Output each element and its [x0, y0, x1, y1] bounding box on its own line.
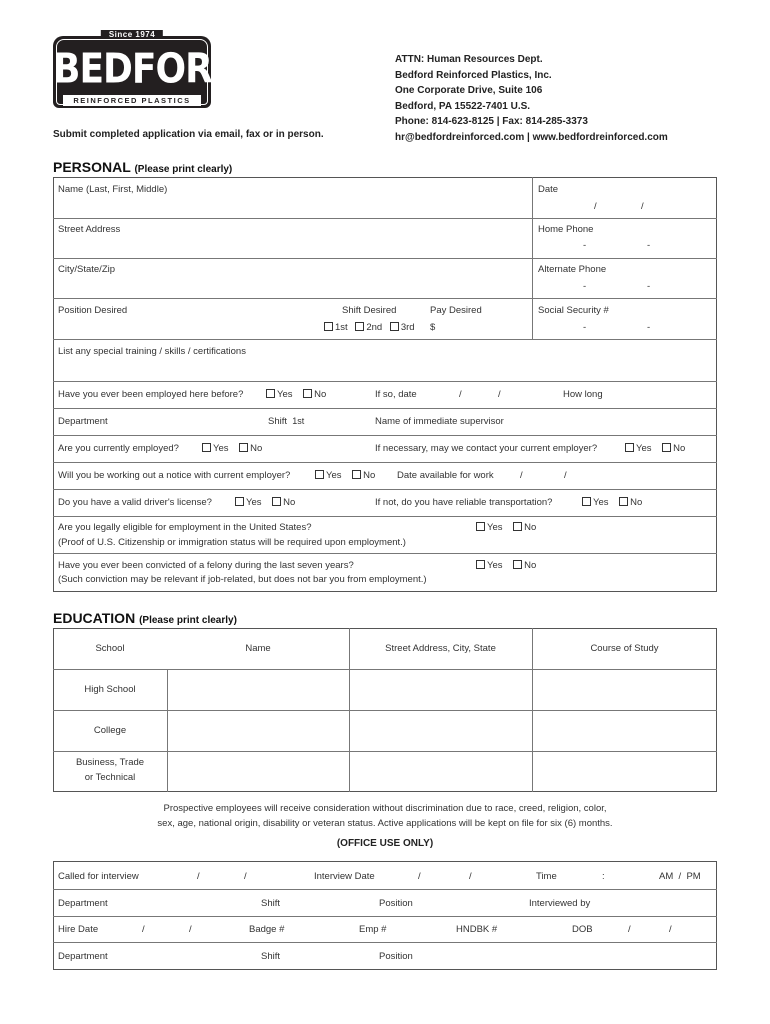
row-college: College — [93, 725, 127, 736]
dob-slash-2: / — [669, 924, 672, 935]
logo-subtitle: REINFORCED PLASTICS — [63, 95, 201, 106]
felony-no-checkbox[interactable] — [513, 560, 522, 569]
felony-options — [476, 560, 536, 571]
address-line-2: Bedford, PA 15522-7401 U.S. — [395, 100, 531, 112]
bedford-logo — [53, 30, 241, 108]
currently-employed-no-checkbox[interactable] — [239, 443, 248, 452]
pay-desired-label: Pay Desired — [430, 305, 482, 316]
time-label: Time — [536, 871, 557, 882]
dob-slash-1: / — [628, 924, 631, 935]
education-section-title — [53, 610, 237, 626]
office-position-label-2: Position — [379, 951, 413, 962]
eeo-notice-line-2: sex, age, national origin, disability or veteran status. Active applications will be kept on file for six (6) months. — [157, 818, 613, 829]
high-school-address-field[interactable] — [351, 671, 530, 708]
street-address-field[interactable] — [58, 236, 528, 256]
business-course-field[interactable] — [534, 753, 715, 790]
drivers-license-yes-checkbox[interactable] — [235, 497, 244, 506]
ssn-dash-2: - — [647, 322, 651, 333]
notice-yes-checkbox[interactable] — [315, 470, 324, 479]
training-field[interactable] — [58, 358, 712, 380]
called-for-interview-label: Called for interview — [58, 871, 139, 882]
drivers-license-options — [235, 497, 295, 508]
date-available-slash-2: / — [564, 470, 567, 481]
eligible-no-checkbox[interactable] — [513, 522, 522, 531]
contact-employer-yes-checkbox[interactable] — [625, 443, 634, 452]
name-label: Name (Last, First, Middle) — [58, 184, 168, 195]
logo-name: BEDFORD — [53, 45, 241, 93]
transportation-yes-label: Yes — [593, 497, 609, 508]
emp-label: Emp # — [359, 924, 387, 935]
drivers-license-label: Do you have a valid driver's license? — [58, 497, 212, 508]
drivers-license-no-checkbox[interactable] — [272, 497, 281, 506]
shift-label-text: Shift — [268, 416, 288, 427]
col-school-header: School — [95, 643, 125, 654]
row-high-school: High School — [84, 684, 136, 695]
hndbk-label: HNDBK # — [456, 924, 498, 935]
notice-no-checkbox[interactable] — [352, 470, 361, 479]
notice-options — [315, 470, 375, 481]
felony-no-label: No — [524, 560, 537, 571]
contact-employer-yes-label: Yes — [636, 443, 652, 454]
col-course-header: Course of Study — [590, 643, 659, 654]
how-long-label: How long — [563, 389, 603, 400]
home-phone-dash-1: - — [583, 240, 587, 251]
employed-before-yes-label: Yes — [277, 389, 293, 400]
shift-label — [268, 416, 304, 427]
transportation-options — [582, 497, 642, 508]
ssn-field[interactable] — [538, 317, 713, 337]
business-name-field[interactable] — [169, 753, 347, 790]
am-pm-label: AM / PM — [659, 871, 701, 882]
drivers-license-yes-label: Yes — [246, 497, 262, 508]
employed-before-no-label: No — [314, 389, 327, 400]
personal-subtitle: (Please print clearly) — [134, 164, 233, 175]
dob-label: DOB — [572, 924, 593, 935]
city-state-zip-field[interactable] — [58, 276, 528, 296]
called-slash-1: / — [197, 871, 200, 882]
felony-note: (Such conviction may be relevant if job-related, but does not bar you from employment.) — [58, 574, 427, 585]
currently-employed-no-label: No — [250, 443, 263, 454]
education-title: EDUCATION — [53, 610, 136, 626]
position-desired-field[interactable] — [58, 317, 318, 337]
pay-dollar-sign: $ — [430, 322, 436, 333]
shift-3rd-checkbox[interactable] — [390, 322, 399, 331]
eligible-options — [476, 522, 536, 533]
date-available-slash-1: / — [520, 470, 523, 481]
col-address-header: Street Address, City, State — [385, 643, 496, 654]
shift-desired-options — [324, 322, 415, 333]
home-phone-dash-2: - — [647, 240, 651, 251]
name-field[interactable] — [58, 196, 528, 216]
office-shift-label: Shift — [261, 898, 281, 909]
contact-employer-no-checkbox[interactable] — [662, 443, 671, 452]
office-department-label-2: Department — [58, 951, 108, 962]
position-desired-label: Position Desired — [58, 305, 128, 316]
contact-employer-label: If necessary, may we contact your current employer? — [375, 443, 598, 454]
alternate-phone-field[interactable] — [538, 276, 713, 296]
training-label: List any special training / skills / certifications — [58, 346, 246, 357]
currently-employed-yes-checkbox[interactable] — [202, 443, 211, 452]
shift-1st-label: 1st — [335, 322, 348, 333]
drivers-license-no-label: No — [283, 497, 296, 508]
eeo-notice — [53, 801, 717, 831]
college-address-field[interactable] — [351, 712, 530, 749]
eligible-yes-checkbox[interactable] — [476, 522, 485, 531]
pay-desired-field[interactable] — [438, 318, 528, 336]
company-line: Bedford Reinforced Plastics, Inc. — [395, 69, 552, 81]
employed-before-options — [266, 389, 326, 400]
company-contact-block — [395, 52, 668, 145]
address-line-1: One Corporate Drive, Suite 106 — [395, 85, 543, 96]
eligible-yes-label: Yes — [487, 522, 503, 533]
education-subtitle: (Please print clearly) — [139, 615, 237, 626]
ssn-label: Social Security # — [538, 305, 609, 316]
col-name-header: Name — [245, 643, 271, 654]
alternate-phone-label: Alternate Phone — [538, 264, 607, 275]
if-so-date-label: If so, date — [375, 389, 417, 400]
felony-yes-label: Yes — [487, 560, 503, 571]
if-so-slash-1: / — [459, 389, 462, 400]
office-use-title: (OFFICE USE ONLY) — [336, 838, 434, 849]
date-slash-1: / — [594, 201, 597, 212]
notice-yes-label: Yes — [326, 470, 342, 481]
felony-label: Have you ever been convicted of a felony during the last seven years? — [58, 560, 354, 571]
contact-employer-options — [625, 443, 685, 454]
time-colon: : — [602, 871, 605, 882]
hire-slash-1: / — [142, 924, 145, 935]
office-department-label: Department — [58, 898, 108, 909]
interviewed-by-label: Interviewed by — [529, 898, 591, 909]
shift-2nd-checkbox[interactable] — [355, 322, 364, 331]
date-field[interactable] — [538, 196, 713, 216]
college-course-field[interactable] — [534, 712, 715, 749]
office-position-label: Position — [379, 898, 413, 909]
shift-3rd-label: 3rd — [400, 322, 415, 333]
business-address-field[interactable] — [351, 753, 530, 790]
if-so-slash-2: / — [498, 389, 501, 400]
transportation-no-checkbox[interactable] — [619, 497, 628, 506]
notice-no-label: No — [363, 470, 376, 481]
felony-yes-checkbox[interactable] — [476, 560, 485, 569]
eligible-no-label: No — [524, 522, 537, 533]
contact-employer-no-label: No — [673, 443, 686, 454]
personal-section-title — [53, 159, 232, 175]
employed-before-label: Have you ever been employed here before? — [58, 389, 244, 400]
called-slash-2: / — [244, 871, 247, 882]
submit-instructions: Submit completed application via email, fax or in person. — [53, 129, 324, 140]
shift-value: 1st — [292, 416, 305, 426]
high-school-course-field[interactable] — [534, 671, 715, 708]
hire-date-label: Hire Date — [58, 924, 99, 935]
currently-employed-options — [202, 443, 262, 454]
logo-since: Since 1974 — [101, 30, 163, 39]
date-label: Date — [538, 184, 559, 195]
shift-2nd-label: 2nd — [366, 322, 383, 333]
badge-label: Badge # — [249, 924, 285, 935]
supervisor-label: Name of immediate supervisor — [375, 416, 504, 427]
eligible-label: Are you legally eligible for employment in the United States? — [58, 522, 312, 533]
college-name-field[interactable] — [169, 712, 347, 749]
office-shift-label-2: Shift — [261, 951, 281, 962]
home-phone-field[interactable] — [538, 236, 713, 256]
shift-desired-label: Shift Desired — [342, 305, 397, 316]
row-business-line-2: or Technical — [84, 772, 136, 783]
eligible-note: (Proof of U.S. Citizenship or immigration status will be required upon employment.) — [58, 537, 406, 548]
employed-before-no-checkbox[interactable] — [303, 389, 312, 398]
street-address-label: Street Address — [58, 224, 121, 235]
home-phone-label: Home Phone — [538, 224, 594, 235]
interview-date-label: Interview Date — [314, 871, 375, 882]
currently-employed-yes-label: Yes — [213, 443, 229, 454]
ssn-dash-1: - — [583, 322, 587, 333]
interview-slash-1: / — [418, 871, 421, 882]
row-business-line-1: Business, Trade — [75, 757, 145, 768]
notice-label: Will you be working out a notice with current employer? — [58, 470, 291, 481]
phone-line: Phone: 814-623-8125 | Fax: 814-285-3373 — [395, 116, 588, 127]
alt-phone-dash-1: - — [583, 281, 587, 292]
transportation-no-label: No — [630, 497, 643, 508]
alt-phone-dash-2: - — [647, 281, 651, 292]
transportation-label: If not, do you have reliable transportation? — [375, 497, 553, 508]
date-slash-2: / — [641, 201, 644, 212]
city-state-zip-label: City/State/Zip — [58, 264, 116, 275]
high-school-name-field[interactable] — [169, 671, 347, 708]
eeo-notice-line-1: Prospective employees will receive consideration without discrimination due to race, creed, religion, color, — [163, 803, 607, 814]
interview-slash-2: / — [469, 871, 472, 882]
date-available-label: Date available for work — [397, 470, 494, 481]
logo-badge — [53, 36, 241, 108]
transportation-yes-checkbox[interactable] — [582, 497, 591, 506]
attn-line: ATTN: Human Resources Dept. — [395, 54, 543, 65]
shift-1st-checkbox[interactable] — [324, 322, 333, 331]
hire-slash-2: / — [189, 924, 192, 935]
department-label: Department — [58, 416, 108, 427]
currently-employed-label: Are you currently employed? — [58, 443, 179, 454]
web-line: hr@bedfordreinforced.com | www.bedfordreinforced.com — [395, 131, 668, 143]
employed-before-yes-checkbox[interactable] — [266, 389, 275, 398]
personal-title: PERSONAL — [53, 159, 131, 175]
